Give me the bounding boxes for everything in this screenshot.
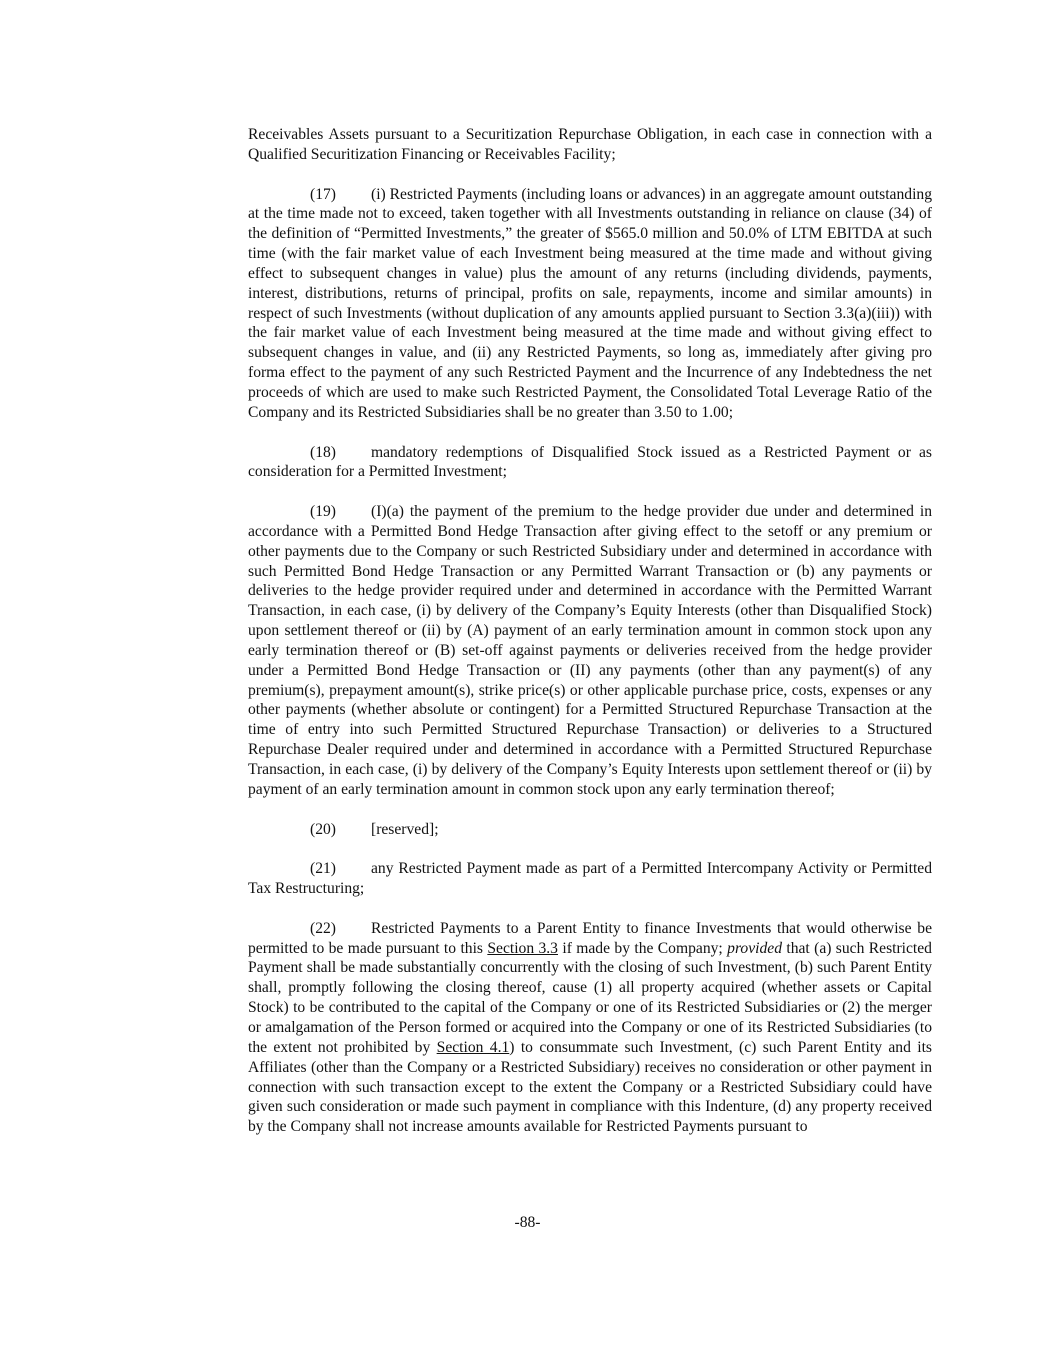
clause-21-text: any Restricted Payment made as part of a Permitted Intercompany Activity or Permitted Tax Restructuring; <box>248 860 932 898</box>
provided-term: provided <box>727 939 782 957</box>
page-number: -88- <box>514 1214 541 1231</box>
clause-18-number: (18) <box>310 443 336 461</box>
clause-19-text: (I)(a) the payment of the premium to the hedge provider due under and determined in accordance with a Permitted Bond Hedge Transaction after giving effect to the setoff or any premium or other payments due to the Company or such Restricted Subsidiary under and determined in accordance with such Permitted Bond Hedge Transaction or any Permitted Warrant Transaction or (b) any payments or deliveries to the hedge provider required under and determined in accordance with the Permitted Warrant Transaction, in each case, (i) by delivery of the Company’s Equity Interests (other than Disqualified Stock) upon settlement thereof or (ii) by (A) payment of an early termination amount in common stock upon any early termination thereof or (B) set-off against payments or deliveries received from the hedge provider under a Permitted Bond Hedge Transaction or (II) any payments (other than any payment(s) of any premium(s), prepayment amount(s), strike price(s) or other applicable purchase price, costs, expenses or any other payments (whether absolute or contingent) for a Permitted Structured Repurchase Transaction at the time of entry into such Permitted Structured Repurchase Transaction) or deliveries to a Structured Repurchase Dealer required under and determined in accordance with a Permitted Structured Repurchase Transaction, in each case, (i) by delivery of the Company’s Equity Interests upon settlement thereof or (ii) by payment of an early termination amount in common stock upon any early termination thereof; <box>248 503 932 798</box>
clause-19-number: (19) <box>310 503 336 521</box>
clause-21-number: (21) <box>310 860 336 878</box>
clause-17 <box>248 185 932 423</box>
clause-18-text: mandatory redemptions of Disqualified Stock issued as a Restricted Payment or as consideration for a Permitted Investment; <box>248 443 932 481</box>
clause-21 <box>248 859 932 899</box>
section-3-3-reference: Section 3.3 <box>487 939 558 957</box>
clause-18 <box>248 443 932 483</box>
document-body <box>248 125 932 1157</box>
clause-22-text-b: if made by the Company; <box>557 939 728 957</box>
continuation-paragraph: Receivables Assets pursuant to a Securitization Repurchase Obligation, in each case in connection with a Qualified Securitization Financing or Receivables Facility; <box>248 126 932 163</box>
clause-20 <box>248 820 932 840</box>
clause-22-text-c: that (a) such Restricted Payment shall be made substantially concurrently with the closing of such Investment, (b) such Parent Entity shall, promptly following the closing thereof, cause (1) all property acquired (whether assets or Capital Stock) to be contributed to the capital of the Company or one of its Restricted Subsidiaries or (2) the merger or amalgamation of the Person formed or acquired into the Company or one of its Restricted Subsidiaries (to the extent not prohibited by <box>248 939 932 1056</box>
clause-22 <box>248 919 932 1137</box>
clause-17-number: (17) <box>310 185 336 203</box>
section-4-1-reference: Section 4.1 <box>436 1038 510 1056</box>
clause-20-number: (20) <box>310 820 336 838</box>
clause-20-text: [reserved]; <box>371 820 439 838</box>
clause-22-text-a: Restricted Payments to a Parent Entity to finance Investments that would otherwise be permitted to be made pursuant to this <box>248 919 932 957</box>
clause-17-text: (i) Restricted Payments (including loans or advances) in an aggregate amount outstanding at the time made not to exceed, taken together with all Investments outstanding in reliance on clause (34) of the definition of “Permitted Investments,” the greater of $565.0 million and 50.0% of LTM EBITDA at such time (with the fair market value of each Investment being measured at the time made and without giving effect to subsequent changes in value) plus the amount of any returns (including dividends, payments, interest, distributions, returns of principal, profits on sale, repayments, income and similar amounts) in respect of such Investments (without duplication of any amounts applied pursuant to Section 3.3(a)(iii)) with the fair market value of each Investment being measured at the time made and without giving effect to subsequent changes in value, and (ii) any Restricted Payments, so long as, immediately after giving pro forma effect to the payment of any such Restricted Payment and the Incurrence of any Indebtedness the net proceeds of which are used to make such Restricted Payment, the Consolidated Total Leverage Ratio of the Company and its Restricted Subsidiaries shall be no greater than 3.50 to 1.00; <box>248 185 932 421</box>
clause-19 <box>248 502 932 800</box>
clause-22-text-d: ) to consummate such Investment, (c) such Parent Entity and its Affiliates (other than the Company or a Restricted Subsidiary) receives no consideration or other payment in connection with such transaction except to the extent the Company or a Restricted Subsidiary could have given such consideration or made such payment in compliance with this Indenture, (d) any property received by the Company shall not increase amounts available for Restricted Payments pursuant to <box>248 1038 933 1136</box>
clause-22-number: (22) <box>310 919 336 937</box>
